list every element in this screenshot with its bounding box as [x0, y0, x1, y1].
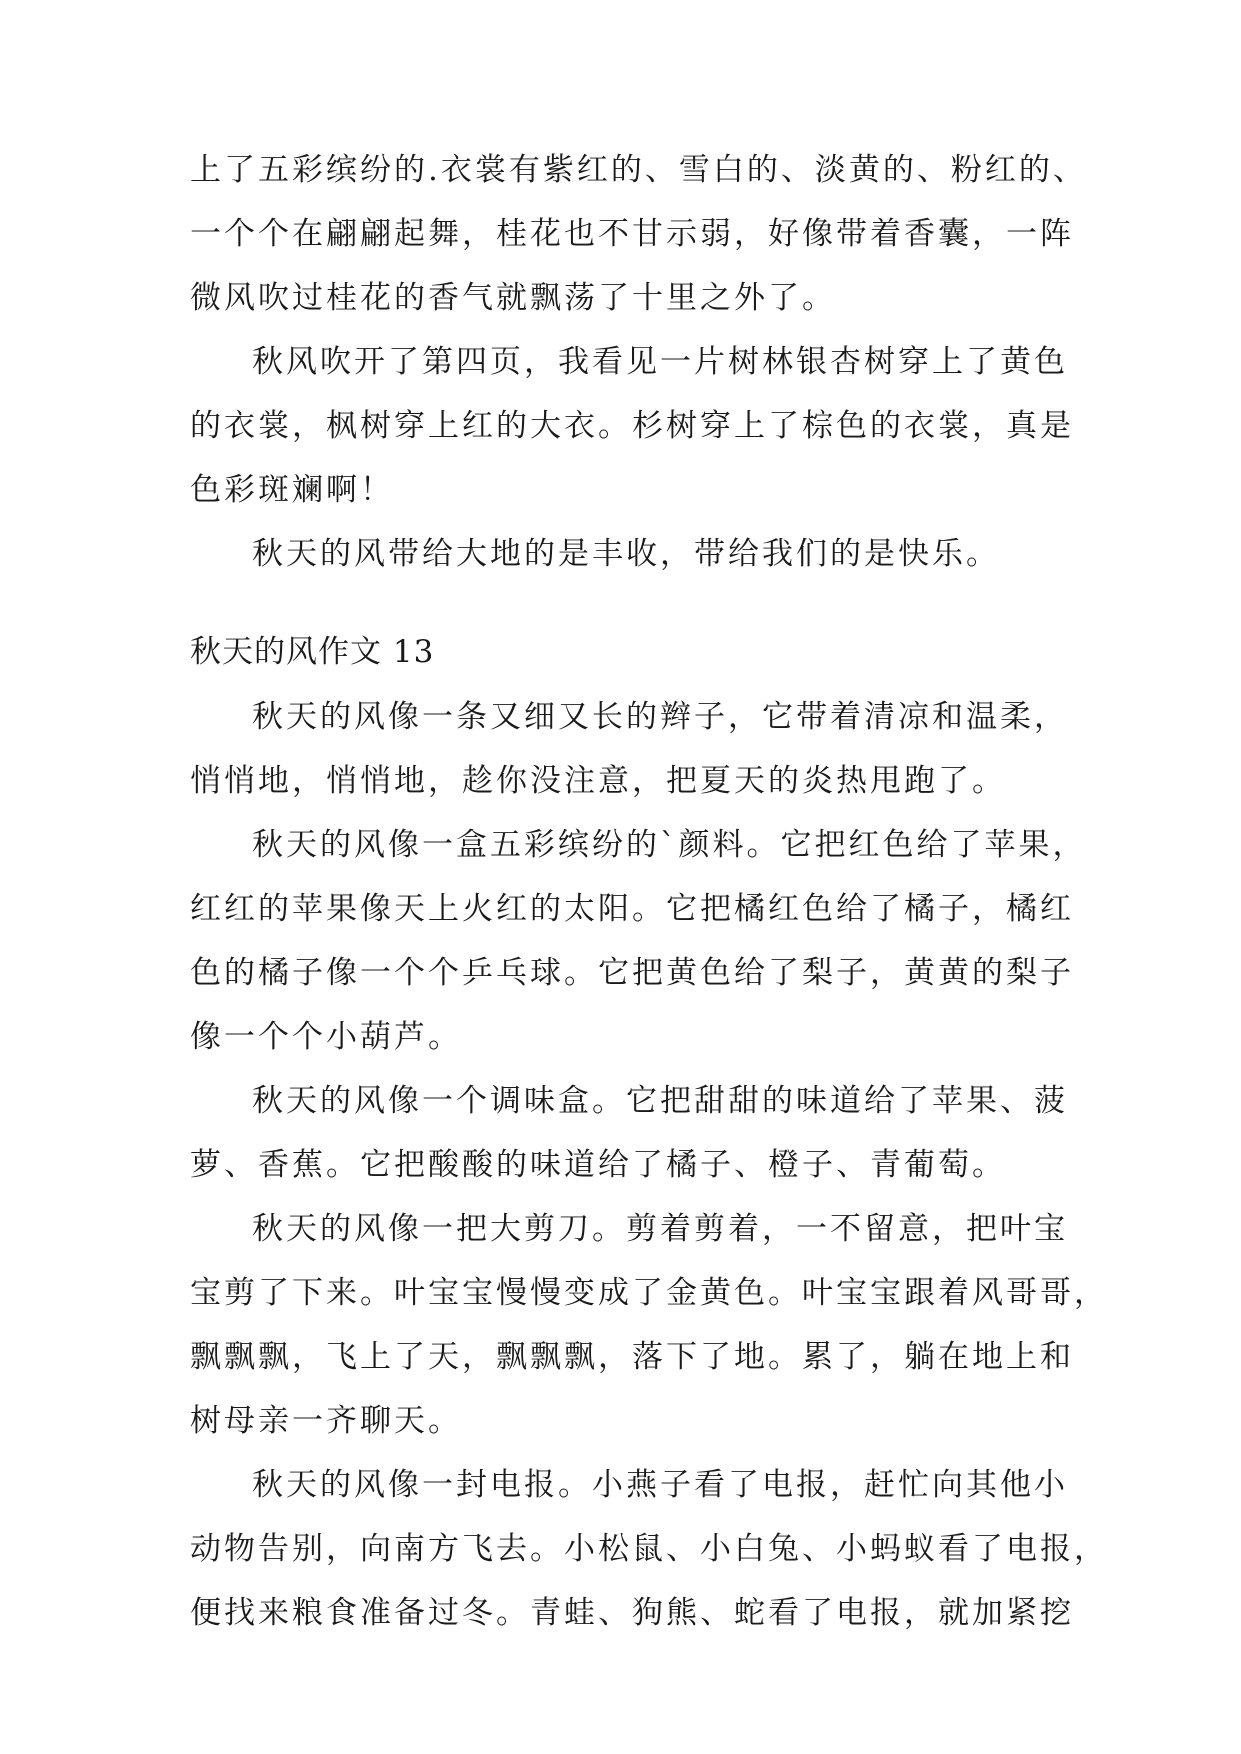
text-line: 宝剪了下来。叶宝宝慢慢变成了金黄色。叶宝宝跟着风哥哥， — [190, 1275, 1108, 1311]
paragraph-first-line: 秋天的风像一把大剪刀。剪着剪着，一不留意，把叶宝 — [252, 1211, 1068, 1247]
paragraph-first-line: 秋风吹开了第四页，我看见一片树林银杏树穿上了黄色 — [252, 344, 1068, 380]
text-line: 色彩斑斓啊！ — [190, 472, 394, 508]
text-line: 的衣裳，枫树穿上红的大衣。杉树穿上了棕色的衣裳，真是 — [190, 408, 1074, 444]
text-line: 萝、香蕉。它把酸酸的味道给了橘子、橙子、青葡萄。 — [190, 1147, 1006, 1183]
text-line: 微风吹过桂花的香气就飘荡了十里之外了。 — [190, 280, 836, 316]
text-line: 悄悄地，悄悄地，趁你没注意，把夏天的炎热甩跑了。 — [190, 763, 1006, 799]
text-line: 飘飘飘，飞上了天，飘飘飘，落下了地。累了，躺在地上和 — [190, 1339, 1074, 1375]
paragraph-first-line: 秋天的风像一封电报。小燕子看了电报，赶忙向其他小 — [252, 1467, 1068, 1503]
paragraph-first-line: 秋天的风带给大地的是丰收，带给我们的是快乐。 — [252, 536, 1000, 572]
text-line: 树母亲一齐聊天。 — [190, 1403, 462, 1439]
text-line: 红红的苹果像天上火红的太阳。它把橘红色给了橘子，橘红 — [190, 891, 1074, 927]
paragraph-first-line: 秋天的风像一条又细又长的辫子，它带着清凉和温柔， — [252, 699, 1068, 735]
text-line: 色的橘子像一个个乒乓球。它把黄色给了梨子，黄黄的梨子 — [190, 955, 1074, 991]
text-line: 便找来粮食准备过冬。青蛙、狗熊、蛇看了电报，就加紧挖 — [190, 1595, 1074, 1631]
paragraph-first-line: 秋天的风像一个调味盒。它把甜甜的味道给了苹果、菠 — [252, 1083, 1068, 1119]
text-line: 动物告别，向南方飞去。小松鼠、小白兔、小蚂蚁看了电报， — [190, 1531, 1108, 1567]
text-line: 像一个个小葫芦。 — [190, 1019, 462, 1055]
text-line: 上了五彩缤纷的.衣裳有紫红的、雪白的、淡黄的、粉红的、 — [190, 152, 1087, 188]
section-heading: 秋天的风作文 13 — [190, 634, 435, 670]
text-line: 一个个在翩翩起舞，桂花也不甘示弱，好像带着香囊，一阵 — [190, 216, 1074, 252]
paragraph-first-line: 秋天的风像一盒五彩缤纷的`颜料。它把红色给了苹果， — [252, 827, 1087, 863]
